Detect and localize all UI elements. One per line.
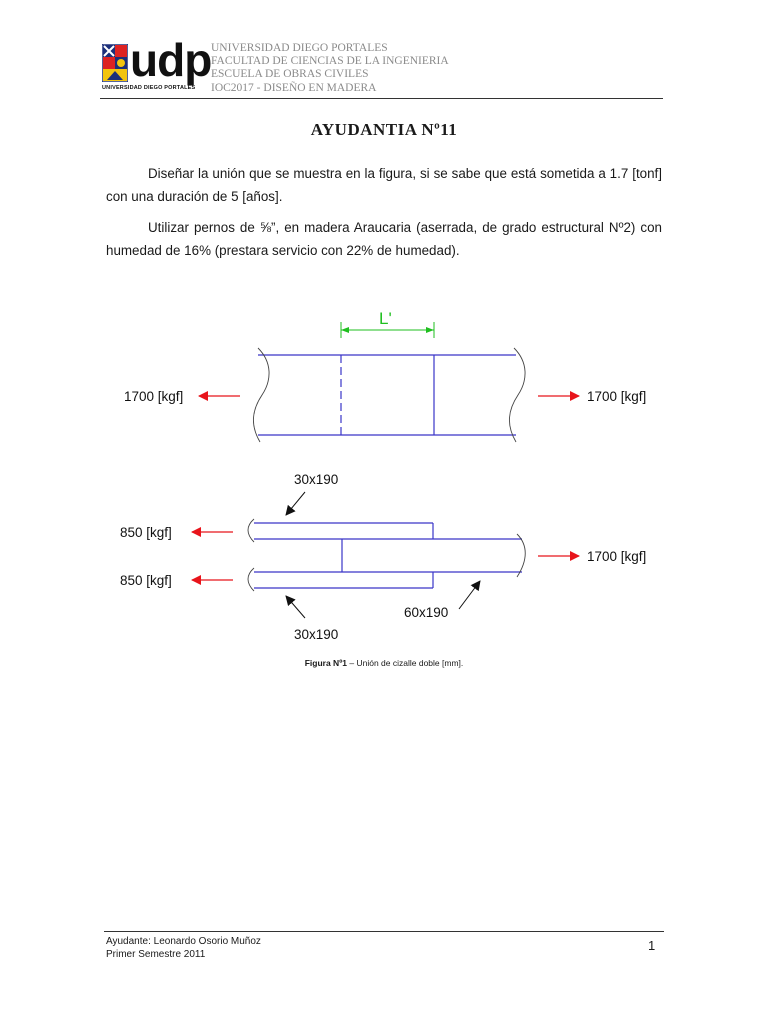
- upper-section-leader: [286, 492, 305, 515]
- upper-section-label: 30x190: [294, 472, 339, 487]
- lower-section-label: 30x190: [294, 627, 339, 642]
- middle-section-leader: [459, 581, 480, 609]
- footer-divider: [104, 931, 664, 932]
- page-title: AYUDANTIA Nº11: [310, 120, 458, 139]
- top-view-member: [258, 355, 516, 435]
- lower-left-force-label: 850 [kgf]: [120, 573, 172, 588]
- top-view-break-lines: [253, 348, 525, 442]
- header-course: IOC2017 - DISEÑO EN MADERA: [211, 81, 377, 94]
- footer-info: [106, 935, 261, 961]
- top-right-force-label: 1700 [kgf]: [587, 389, 647, 404]
- footer-semester: Primer Semestre 2011: [106, 949, 206, 960]
- header-faculty: FACULTAD DE CIENCIAS DE LA INGENIERIA: [211, 55, 449, 68]
- top-left-force-label: 1700 [kgf]: [124, 389, 184, 404]
- lower-section-leader: [286, 596, 305, 618]
- page-number: 1: [648, 938, 656, 953]
- middle-section-label: 60x190: [404, 605, 449, 620]
- upper-left-force-label: 850 [kgf]: [120, 525, 172, 540]
- caption-figure-number: Figura Nº1: [304, 658, 348, 668]
- figure-caption: [0, 658, 768, 668]
- logo-wordmark: udp: [130, 34, 212, 86]
- side-view-break-lines: [248, 519, 525, 591]
- footer-assistant: Ayudante: Leonardo Osorio Muñoz: [106, 936, 261, 947]
- paragraph-1-text: Diseñar la unión que se muestra en la figura, si se sabe que está sometida a 1.7 [tonf] con una duración de 5 [años].: [106, 166, 662, 204]
- caption-text: – Unión de cizalle doble [mm].: [347, 658, 464, 668]
- dimension-label: L': [379, 309, 392, 328]
- side-view-members: [254, 523, 522, 588]
- side-right-force-label: 1700 [kgf]: [587, 549, 647, 564]
- header-school: ESCUELA DE OBRAS CIVILES: [211, 68, 369, 81]
- header-university: UNIVERSIDAD DIEGO PORTALES: [211, 42, 388, 54]
- paragraph-2-text: Utilizar pernos de ⅝”, en madera Araucaria (aserrada, de grado estructural Nº2) con humedad de 16% (prestara servicio con 22% de humedad).: [106, 220, 662, 258]
- logo-tagline: UNIVERSIDAD DIEGO PORTALES: [102, 85, 196, 91]
